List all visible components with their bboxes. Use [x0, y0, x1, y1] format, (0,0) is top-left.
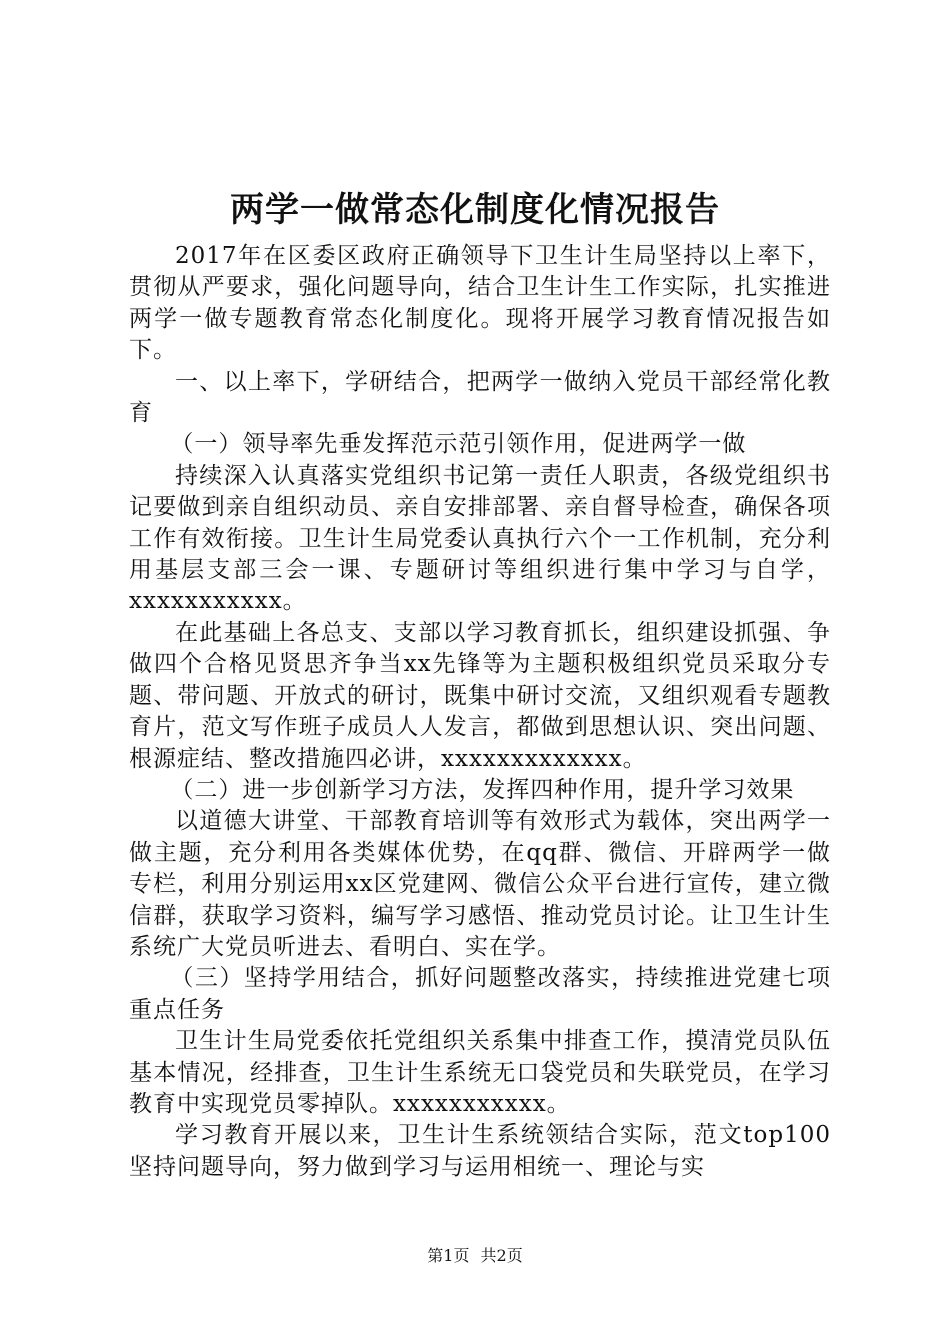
page-total: 共2页 [480, 1246, 523, 1265]
paragraph-2: 在此基础上各总支、支部以学习教育抓长，组织建设抓强、争做四个合格见贤思齐争当xx先锋等为主题积极组织党员采取分专题、带问题、开放式的研讨，既集中研讨交流，又组织观看专题教育片，范文写作班子成员人人发言，都做到思想认识、突出问题、根源症结、整改措施四必讲，xxxxxxxxxxxxx。 [129, 619, 831, 772]
document-body [129, 241, 831, 1183]
paragraph-intro: 2017年在区委区政府正确领导下卫生计生局坚持以上率下，贯彻从严要求，强化问题导向，结合卫生计生工作实际，扎实推进两学一做专题教育常态化制度化。现将开展学习教育情况报告如下。 [129, 243, 831, 364]
paragraph-1: 持续深入认真落实党组织书记第一责任人职责，各级党组织书记要做到亲自组织动员、亲自安排部署、亲自督导检查，确保各项工作有效衔接。卫生计生局党委认真执行六个一工作机制，充分利用基层支部三会一课、专题研讨等组织进行集中学习与自学，xxxxxxxxxxx。 [129, 462, 831, 615]
page-number: 第1页 [427, 1246, 470, 1265]
subsection-heading-2: （二）进一步创新学习方法，发挥四种作用，提升学习效果 [170, 776, 795, 803]
page-footer [0, 1245, 950, 1267]
subsection-heading-3: （三）坚持学用结合，抓好问题整改落实，持续推进党建七项重点任务 [129, 965, 831, 1023]
subsection-heading-1: （一）领导率先垂发挥范示范引领作用，促进两学一做 [170, 431, 747, 458]
paragraph-5: 学习教育开展以来，卫生计生系统领结合实际，范文top100坚持问题导向，努力做到学习与运用相统一、理论与实 [129, 1122, 831, 1180]
paragraph-4: 卫生计生局党委依托党组织关系集中排查工作，摸清党员队伍基本情况，经排查，卫生计生系统无口袋党员和失联党员，在学习教育中实现党员零掉队。xxxxxxxxxxx。 [129, 1028, 831, 1117]
paragraph-3: 以道德大讲堂、干部教育培训等有效形式为载体，突出两学一做主题，充分利用各类媒体优势，在qq群、微信、开辟两学一做专栏，利用分别运用xx区党建网、微信公众平台进行宣传，建立微信群，获取学习资料，编写学习感悟、推动党员讨论。让卫生计生系统广大党员听进去、看明白、实在学。 [129, 808, 831, 960]
section-heading-1: 一、以上率下，学研结合，把两学一做纳入党员干部经常化教育 [129, 368, 831, 427]
document-title: 两学一做常态化制度化情况报告 [230, 190, 720, 230]
